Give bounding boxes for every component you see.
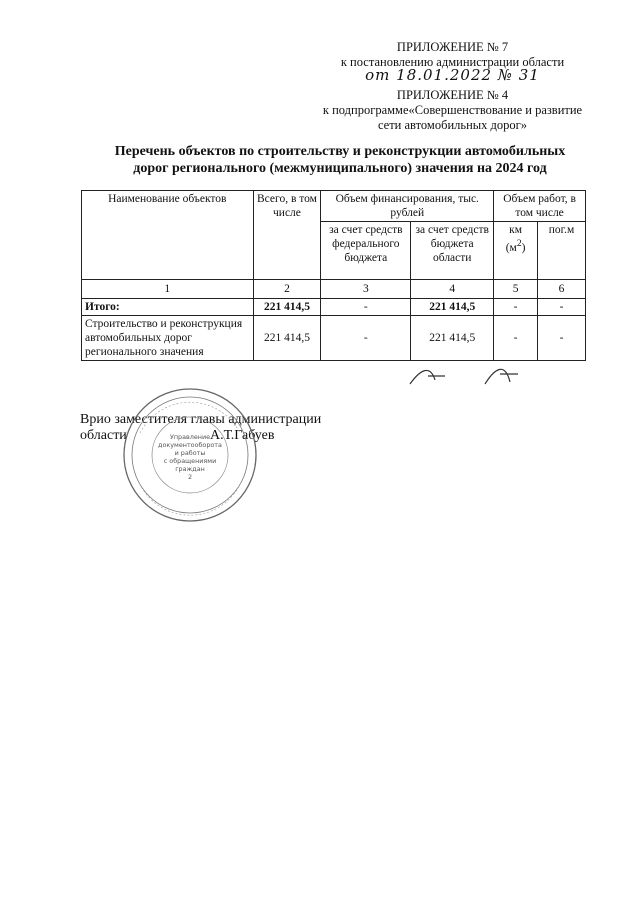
header-work: Объем работ, в том числе xyxy=(494,191,586,222)
index-cell: 2 xyxy=(253,280,321,299)
signatory-name: А.Т.Габуев xyxy=(210,428,275,443)
handwritten-initials-mark xyxy=(400,362,530,387)
header-financing: Объем финансирования, тыс. рублей xyxy=(321,191,494,222)
stamp-text-line: с обращениями xyxy=(163,457,217,465)
stamp-text-line: 2 xyxy=(187,473,193,481)
document-title-line1: Перечень объектов по строительству и реконструкции автомобильных xyxy=(114,144,566,159)
index-cell: 6 xyxy=(538,280,586,299)
round-seal-stamp xyxy=(120,385,260,525)
item-federal: - xyxy=(321,316,411,361)
table-header-row-1 xyxy=(82,191,586,222)
table-item-row xyxy=(82,316,586,361)
header-regional: за счет средств бюджета области xyxy=(411,222,494,280)
item-km: - xyxy=(494,316,538,361)
objects-table xyxy=(81,190,586,361)
stamp-text-line: Управление xyxy=(169,433,211,441)
stamp-text-line: граждан xyxy=(175,465,205,473)
total-sum: 221 414,5 xyxy=(253,299,321,316)
total-regional: 221 414,5 xyxy=(411,299,494,316)
total-km: - xyxy=(494,299,538,316)
stamp-text-line: документооборота xyxy=(158,441,222,449)
index-cell: 3 xyxy=(321,280,411,299)
header-km-unit: (м xyxy=(505,241,517,254)
header-km-close: ) xyxy=(521,241,526,254)
table-index-row xyxy=(82,280,586,299)
appendix-7-handwritten-date: от 18.01.2022 № 31 xyxy=(365,66,540,84)
total-pog: - xyxy=(538,299,586,316)
appendix-4-title: ПРИЛОЖЕНИЕ № 4 xyxy=(396,88,509,102)
appendix-7-reference: к постановлению администрации области xyxy=(340,55,565,69)
index-cell: 4 xyxy=(411,280,494,299)
item-total: 221 414,5 xyxy=(253,316,321,361)
appendix-7-title: ПРИЛОЖЕНИЕ № 7 xyxy=(396,40,509,54)
header-name: Наименование объектов xyxy=(82,191,254,280)
stamp-text-line: и работы xyxy=(174,449,206,457)
document-title xyxy=(80,143,600,177)
document-title-line2: дорог регионального (межмуниципального) значения на 2024 год xyxy=(133,161,547,176)
appendix-4-reference-line2: сети автомобильных дорог» xyxy=(377,118,528,132)
index-cell: 1 xyxy=(82,280,254,299)
table-total-row xyxy=(82,299,586,316)
item-regional: 221 414,5 xyxy=(411,316,494,361)
header-km xyxy=(494,222,538,280)
item-pog: - xyxy=(538,316,586,361)
index-cell: 5 xyxy=(494,280,538,299)
item-label: Строительство и реконструкция автомобильных дорог регионального значения xyxy=(82,316,254,361)
total-federal: - xyxy=(321,299,411,316)
header-pog: пог.м xyxy=(538,222,586,280)
appendix-4-reference-line1: к подпрограмме«Совершенствование и развитие xyxy=(322,103,583,117)
header-federal: за счет средств федерального бюджета xyxy=(321,222,411,280)
header-km-superscript: 2 xyxy=(516,238,522,249)
signatory-position-line2: области xyxy=(80,428,127,443)
total-label: Итого: xyxy=(82,299,254,316)
header-total: Всего, в том числе xyxy=(253,191,321,280)
header-km-label: км xyxy=(509,224,523,236)
signatory-position-line1: Врио заместителя главы администрации xyxy=(80,412,322,427)
